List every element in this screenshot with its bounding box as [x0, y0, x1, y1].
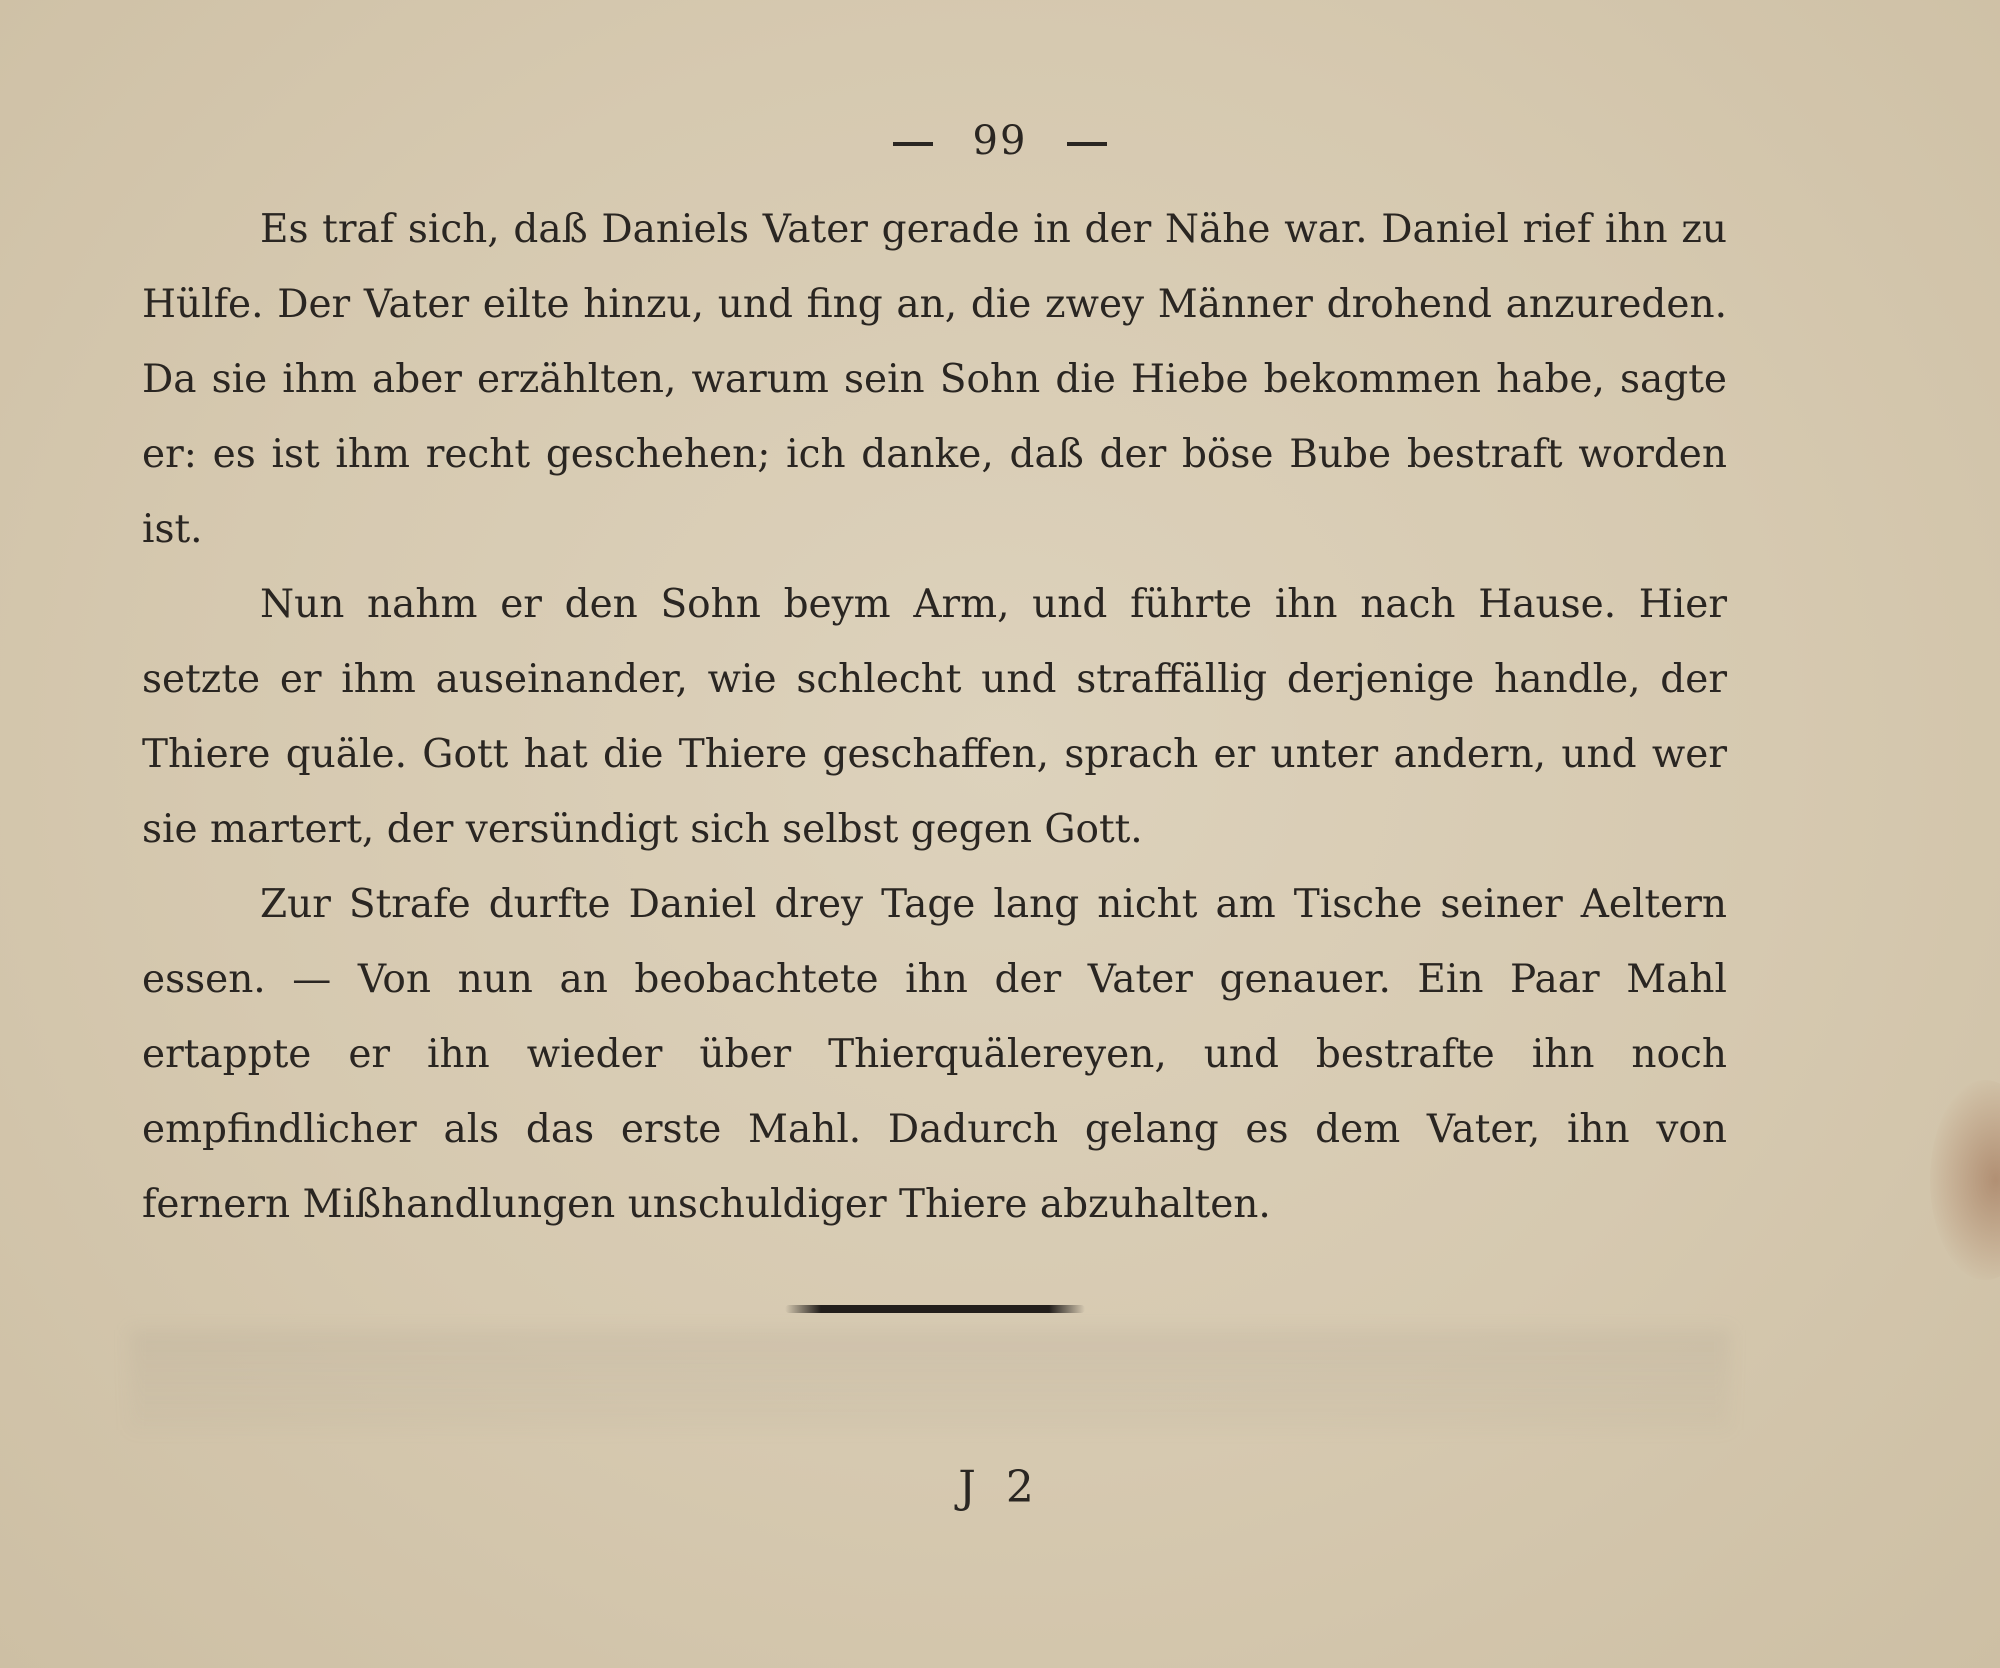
paper-stain [1930, 1080, 2000, 1280]
body-text [142, 192, 1727, 1242]
page-header [0, 118, 2000, 164]
paragraph-1: Es traf sich, daß Daniels Vater gerade in der Nähe war. Daniel rief ihn zu Hülfe. Der Vater eilte hinzu, und fing an, die zwey Männer drohend anzureden. Da sie ihm aber erzählten, warum sein Sohn die Hiebe bekommen habe, sagte er: es ist ihm recht geschehen; ich danke, daß der böse Bube bestraft worden ist. [142, 207, 1727, 552]
page-number: 99 [972, 118, 1028, 164]
show-through-area [130, 1330, 1730, 1430]
header-dash-left [893, 142, 933, 146]
signature-mark: J 2 [958, 1462, 1042, 1513]
section-end-rule [785, 1305, 1085, 1313]
header-dash-right [1067, 142, 1107, 146]
paragraph-2: Nun nahm er den Sohn beym Arm, und führte ihn nach Hause. Hier setzte er ihm auseinander, wie schlecht und straffällig derjenige handle, der Thiere quäle. Gott hat die Thiere geschaffen, sprach er unter andern, und wer sie martert, der versündigt sich selbst gegen Gott. [142, 582, 1727, 852]
paragraph-3: Zur Strafe durfte Daniel drey Tage lang nicht am Tische seiner Aeltern essen. — Von nun an beobachtete ihn der Vater genauer. Ein Paar Mahl ertappte er ihn wieder über Thierquälereyen, und bestrafte ihn noch empfindlicher als das erste Mahl. Dadurch gelang es dem Vater, ihn von fernern Mißhandlungen unschuldiger Thiere abzuhalten. [142, 882, 1727, 1227]
